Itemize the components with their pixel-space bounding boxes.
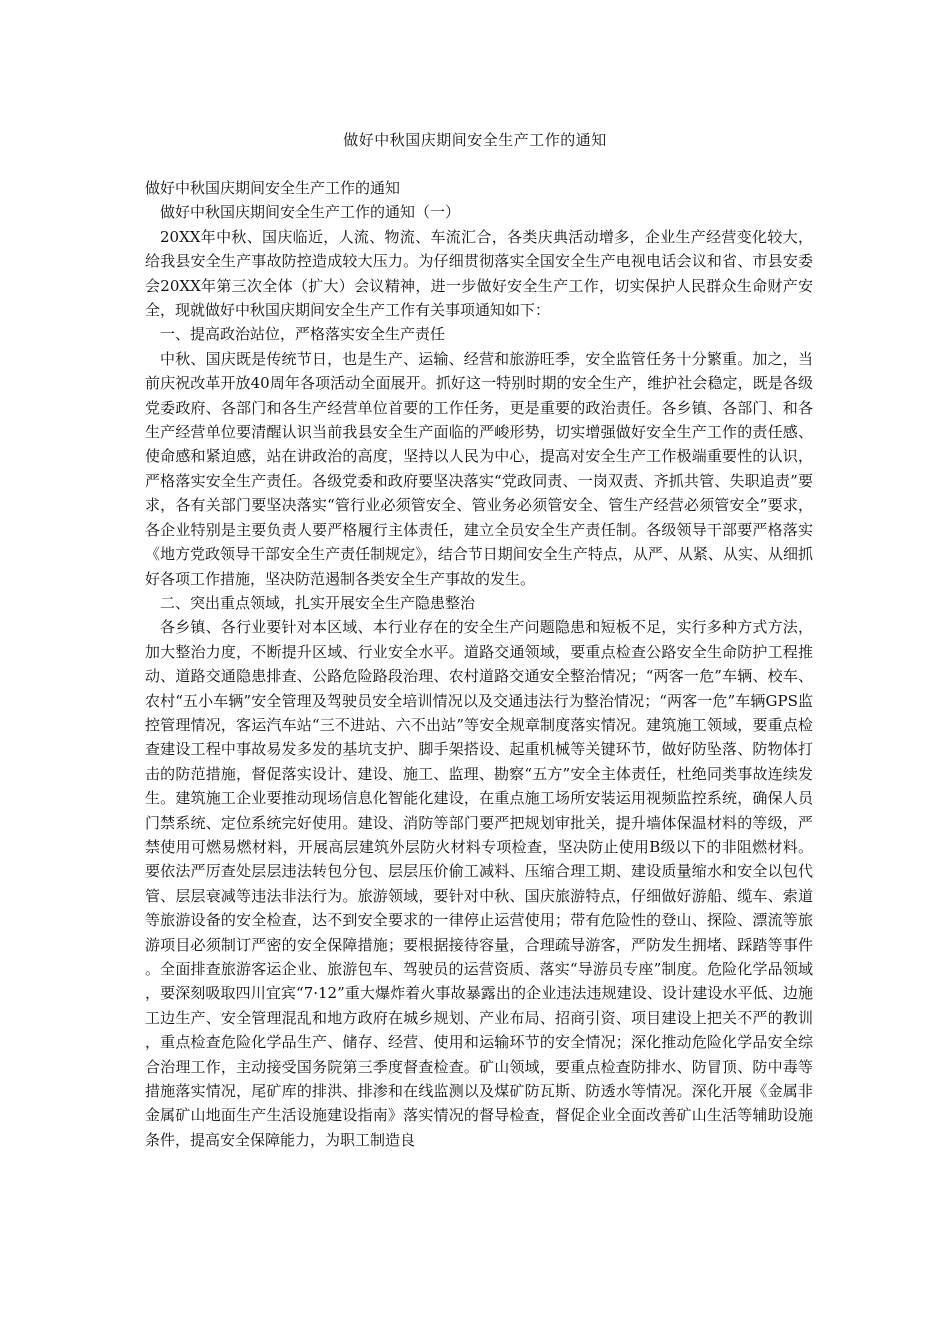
section-2-paragraph: 各乡镇、各行业要针对本区域、本行业存在的安全生产问题隐患和短板不足，实行多种方式方法，加大整治力度，不断提升区域、行业安全水平。道路交通领域，要重点检查公路安全生命防护工程推动、道路交通隐患排查、公路危险路段治理、农村道路交通安全整治情况；“两客一危”车辆、校车、农村“五小车辆”安全管理及驾驶员安全培训情况以及交通违法行为整治情况；“两客一危”车辆GPS监控管理情况，客运汽车站“三不进站、六不出站”等安全规章制度落实情况。建筑施工领域，要重点检查建设工程中事故易发多发的基坑支护、脚手架搭设、起重机械等关键环节，做好防坠落、防物体打击的防范措施，督促落实设计、建设、施工、监理、勘察“五方”安全主体责任，杜绝同类事故连续发生。建筑施工企业要推动现场信息化智能化建设，在重点施工场所安装运用视频监控系统，确保人员门禁系统、定位系统完好使用。建设、消防等部门要严把规划审批关，提升墙体保温材料的等级，严禁使用可燃易燃材料，开展高层建筑外层防火材料专项检查，坚决防止使用B级以下的非阻燃材料。要依法严厉查处层层违法转包分包、层层压价偷工减料、压缩合理工期、建设质量缩水和安全以包代管、层层衰减等违法非法行为。旅游领域，要针对中秋、国庆旅游特点，仔细做好游船、缆车、索道等旅游设备的安全检查，达不到安全要求的一律停止运营使用；带有危险性的登山、探险、漂流等旅游项目必须制订严密的安全保障措施；要根据接待容量，合理疏导游客，严防发生拥堵、踩踏等事件。全面排查旅游客运企业、旅游包车、驾驶员的运营资质、落实“导游员专座”制度。危险化学品领域，要深刻吸取四川宜宾“7·12”重大爆炸着火事故暴露出的企业违法违规建设、设计建设水平低、边施工边生产、安全管理混乱和地方政府在城乡规划、产业布局、招商引资、项目建设上把关不严的教训，重点检查危险化学品生产、储存、经营、使用和运输环节的安全情况；深化推动危险化学品安全综合治理工作，主动接受国务院第三季度督查检查。矿山领域，要重点检查防排水、防冒顶、防中毒等措施落实情况，尾矿库的排洪、排渗和在线监测以及煤矿防瓦斯、防透水等情况。深化开展《金属非金属矿山地面生产生活设施建设指南》落实情况的督导检查，督促企业全面改善矿山生活等辅助设施条件，提高安全保障能力，为职工制造良 — [145, 618, 813, 1149]
intro-paragraph: 20XX年中秋、国庆临近，人流、物流、车流汇合，各类庆典活动增多，企业生产经营变化较大，给我县安全生产事故防控造成较大压力。为仔细贯彻落实全国安全生产电视电话会议和省、市县安委会20XX年第三次全体（扩大）会议精神，进一步做好安全生产工作，切实保护人民群众生命财产安全，现就做好中秋国庆期间安全生产工作有关事项通知如下： — [145, 227, 813, 320]
section-1-title: 一、提高政治站位，严格落实安全生产责任 — [160, 325, 446, 344]
document-title: 做好中秋国庆期间安全生产工作的通知 — [343, 131, 607, 149]
section-2-title: 二、突出重点领域，扎实开展安全生产隐患整治 — [160, 593, 476, 612]
section-1-paragraph: 中秋、国庆既是传统节日，也是生产、运输、经营和旅游旺季，安全监管任务十分繁重。加之，当前庆祝改革开放40周年各项活动全面展开。抓好这一特别时期的安全生产，维护社会稳定，既是各级党委政府、各部门和各生产经营单位首要的工作任务，更是重要的政治责任。各乡镇、各部门、和各生产经营单位要清醒认识当前我县安全生产面临的严峻形势，切实增强做好安全生产工作的责任感、使命感和紧迫感，站在讲政治的高度，坚持以人民为中心，提高对安全生产工作极端重要性的认识，严格落实安全生产责任。各级党委和政府要坚决落实“党政同责、一岗双责、齐抓共管、失职追责”要求，各有关部门要坚决落实“管行业必须管安全、管业务必须管安全、管生产经营必须管安全”要求，各企业特别是主要负责人要严格履行主体责任，建立全员安全生产责任制。各级领导干部要严格落实《地方党政领导干部安全生产责任制规定》，结合节日期间安全生产特点，从严、从紧、从实、从细抓好各项工作措施，坚决防范遏制各类安全生产事故的发生。 — [145, 349, 813, 588]
document-body — [145, 176, 813, 1152]
document-subheading: 做好中秋国庆期间安全生产工作的通知（一） — [160, 203, 461, 222]
document-heading: 做好中秋国庆期间安全生产工作的通知 — [145, 179, 401, 197]
